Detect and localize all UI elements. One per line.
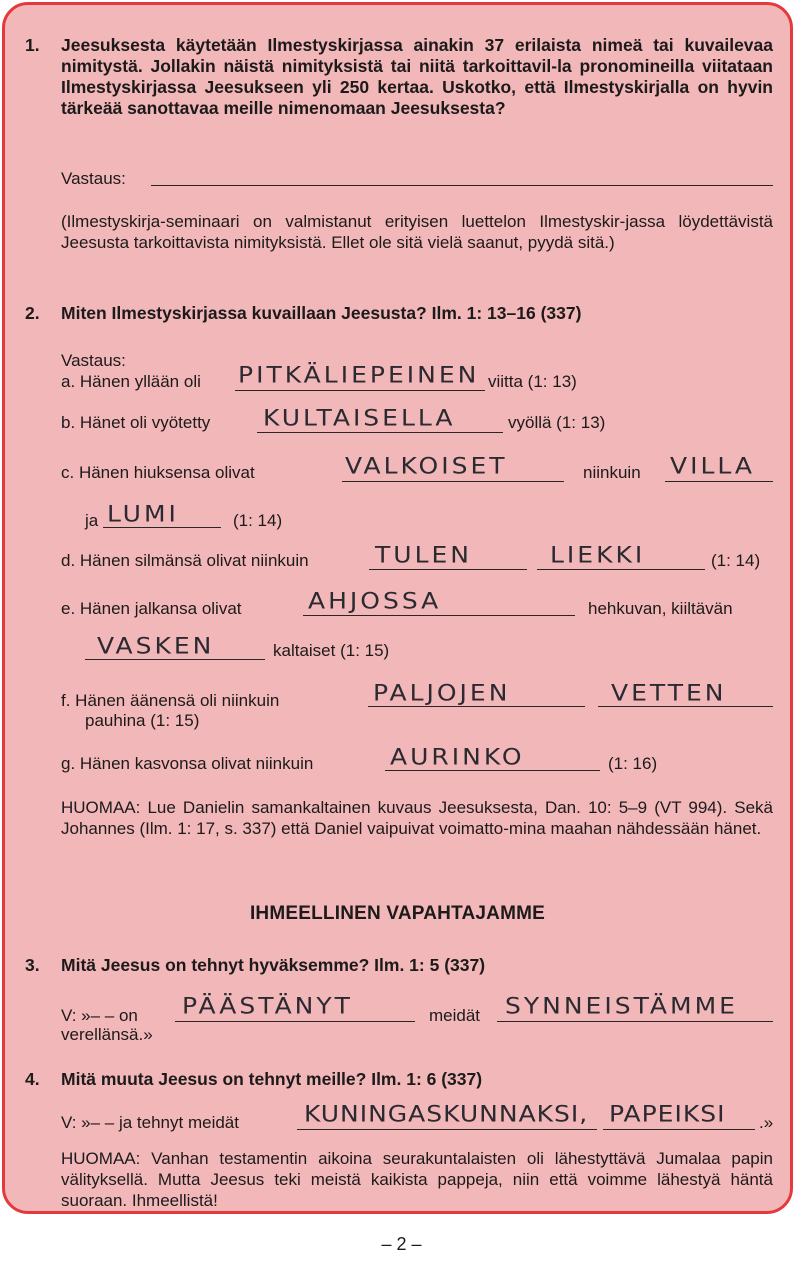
answer-d1-line[interactable] [369, 569, 527, 570]
item-c-suffix: (1: 14) [233, 511, 283, 530]
question-text: Mitä muuta Jeesus on tehnyt meille? Ilm. 1: 6 (337) [61, 1069, 483, 1089]
answer-a: PITKÄLIEPEINEN [238, 361, 480, 388]
item-e-prefix: e. Hänen jalkansa olivat [61, 599, 242, 618]
question-number: 3. [25, 955, 40, 975]
item-a-suffix: viitta (1: 13) [488, 372, 577, 391]
answer-a-line[interactable] [235, 390, 485, 391]
q4-note: HUOMAA: Vanhan testamentin aikoina seurakuntalaisten oli lähestyttävä Jumalaa papin välityksellä. Mutta Jeesus teki meistä kaikista pappeja, niin että voimme lähestyä häntä suoraan. Ihmeellistä! [61, 1149, 773, 1210]
item-g-suffix: (1: 16) [608, 754, 658, 773]
item-d-suffix: (1: 14) [711, 551, 761, 570]
answer-q3-2-line[interactable] [497, 1021, 773, 1022]
section-title: IHMEELLINEN VAPAHTAJAMME [249, 903, 546, 924]
q4-answer-prefix: V: »– – ja tehnyt meidät [61, 1113, 239, 1132]
item-f-prefix: f. Hänen äänensä oli niinkuin [61, 691, 280, 710]
item-b-suffix: vyöllä (1: 13) [508, 413, 606, 432]
answer-g: AURINKO [390, 743, 525, 770]
item-c-middle: niinkuin [583, 463, 641, 482]
question-number: 4. [25, 1069, 40, 1089]
answer-f2: VETTEN [611, 679, 727, 706]
answer-f2-line[interactable] [598, 706, 773, 707]
question-text: Miten Ilmestyskirjassa kuvaillaan Jeesusta? Ilm. 1: 13–16 (337) [61, 303, 582, 323]
item-g-prefix: g. Hänen kasvonsa olivat niinkuin [61, 754, 314, 773]
page-number: – 2 – [381, 1234, 422, 1254]
answer-q4-1-line[interactable] [297, 1129, 597, 1130]
answer-e2-line[interactable] [85, 659, 265, 660]
item-d-prefix: d. Hänen silmänsä olivat niinkuin [61, 551, 309, 570]
answer-e1: AHJOSSA [308, 587, 442, 614]
q3-answer-line2: verellänsä.» [61, 1025, 153, 1044]
answer-q4-2: PAPEIKSI [609, 1100, 726, 1127]
question-number: 1. [25, 35, 40, 55]
answer-d2-line[interactable] [537, 569, 705, 570]
answer-q4-2-line[interactable] [603, 1129, 755, 1130]
item-e-suffix: kaltaiset (1: 15) [273, 641, 390, 660]
question-number: 2. [25, 303, 40, 323]
answer-d1: TULEN [375, 541, 472, 568]
answer-c2: VILLA [670, 452, 756, 479]
answer-line[interactable] [151, 185, 773, 186]
answer-q3-1: PÄÄSTÄNYT [182, 992, 353, 1019]
item-c-prefix: c. Hänen hiuksensa olivat [61, 463, 255, 482]
answer-b-line[interactable] [257, 432, 503, 433]
q2-note: HUOMAA: Lue Danielin samankaltainen kuvaus Jeesuksesta, Dan. 10: 5–9 (VT 994). Sekä Johannes (Ilm. 1: 17, s. 337) että Daniel vaipuivat voimatto-mina maahan nähdessään hänet. [61, 798, 773, 838]
answer-g-line[interactable] [385, 770, 600, 771]
item-a-prefix: a. Hänen yllään oli [61, 372, 201, 391]
answer-f1-line[interactable] [368, 706, 585, 707]
q1-note: (Ilmestyskirja-seminaari on valmistanut erityisen luettelon Ilmestyskir-jassa löydettävistä Jeesusta tarkoittavista nimityksistä. Ellet ole sitä vielä saanut, pyydä sitä.) [61, 212, 773, 252]
answer-c3-line[interactable] [103, 527, 221, 528]
item-c-line2-prefix: ja [85, 511, 99, 530]
question-text: Mitä Jeesus on tehnyt hyväksemme? Ilm. 1: 5 (337) [61, 955, 486, 975]
q4-answer-suffix: .» [759, 1113, 774, 1132]
answer-f1: PALJOJEN [373, 679, 511, 706]
q3-answer-middle: meidät [429, 1006, 481, 1025]
item-b-prefix: b. Hänet oli vyötetty [61, 413, 211, 432]
item-f-line2: pauhina (1: 15) [85, 711, 200, 730]
item-e-middle: hehkuvan, kiiltävän [588, 599, 733, 618]
answer-e2: VASKEN [97, 632, 215, 659]
answer-c2-line[interactable] [665, 481, 773, 482]
worksheet-card [2, 2, 793, 1214]
q3-answer-prefix: V: »– – on [61, 1006, 138, 1025]
answer-c1-line[interactable] [342, 481, 564, 482]
answer-d2: LIEKKI [550, 541, 646, 568]
question-text: Jeesuksesta käytetään Ilmestyskirjassa ainakin 37 erilaista nimeä tai kuvailevaa nimitystä. Jollakin näistä nimityksistä tai niitä tarkoittavil-la pronomineilla viitataan Ilmestyskirjassa Jeesukseen yli 250 kertaa. Uskotko, että Ilmestyskirjalla on hyvin tärkeää sanottavaa meille nimenomaan Jeesuksesta? [61, 35, 773, 118]
answer-q4-1: KUNINGASKUNNAKSI, [304, 1100, 589, 1127]
answer-b: KULTAISELLA [263, 404, 456, 431]
answer-q3-1-line[interactable] [175, 1021, 415, 1022]
answer-label: Vastaus: [61, 351, 126, 370]
answer-e1-line[interactable] [303, 615, 575, 616]
answer-q3-2: SYNNEISTÄMME [505, 992, 738, 1019]
answer-c3: LUMI [107, 500, 179, 527]
answer-label: Vastaus: [61, 169, 126, 188]
answer-c1: VALKOISET [345, 452, 508, 479]
